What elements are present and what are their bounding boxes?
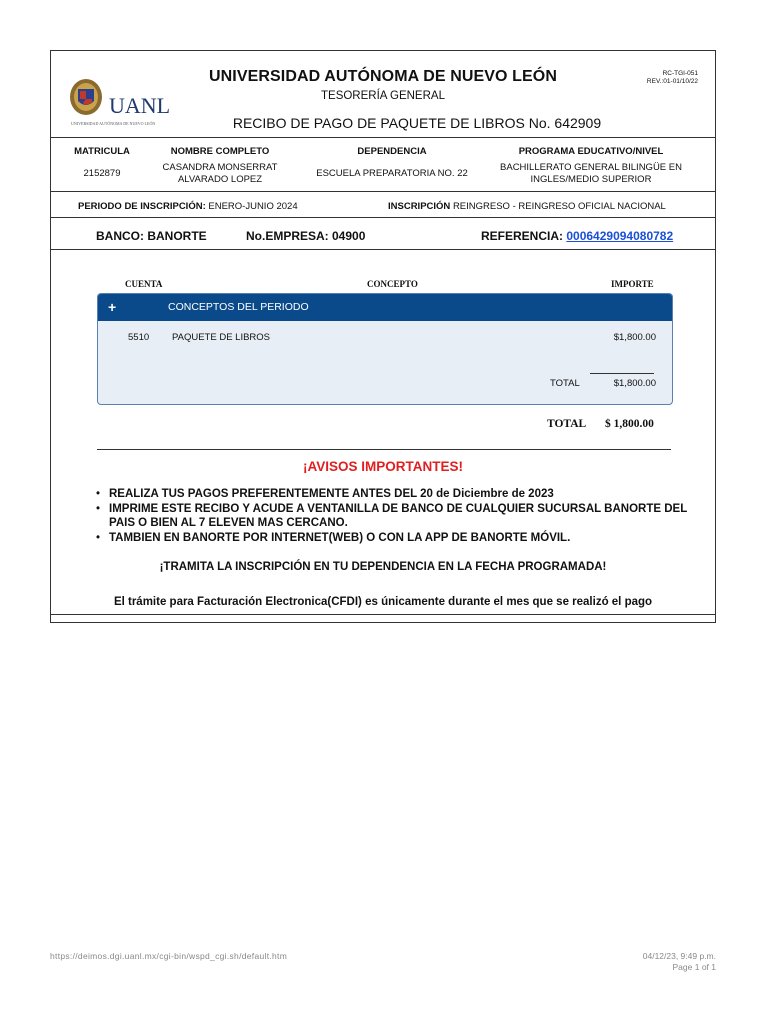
- col-importe: IMPORTE: [611, 279, 654, 289]
- footer-datetime: 04/12/23, 9:49 p.m.: [642, 951, 716, 961]
- subtotal-rule: [590, 373, 654, 374]
- tramita-callout: ¡TRAMITA LA INSCRIPCIÓN EN TU DEPENDENCIA EN LA FECHA PROGRAMADA!: [159, 561, 607, 573]
- section-label: CONCEPTOS DEL PERIODO: [168, 301, 309, 313]
- student-info: [51, 137, 715, 192]
- row-cuenta: 5510: [128, 332, 150, 343]
- matricula-value: 2152879: [83, 168, 121, 179]
- row-concepto: PAQUETE DE LIBROS: [172, 332, 271, 343]
- avisos-title: ¡AVISOS IMPORTANTES!: [302, 459, 463, 474]
- dependencia-value: ESCUELA PREPARATORIA NO. 22: [316, 168, 468, 179]
- receipt-header: [51, 51, 715, 138]
- subtotal-label: TOTAL: [550, 378, 580, 389]
- programa-label: PROGRAMA EDUCATIVO/NIVEL: [518, 146, 664, 157]
- reference: REFERENCIA: 0006429094080782: [481, 229, 674, 243]
- nombre-label: NOMBRE COMPLETO: [170, 146, 270, 157]
- aviso-item: • TAMBIEN EN BANORTE POR INTERNET(WEB) O CON LA APP DE BANORTE MÓVIL.: [93, 531, 693, 546]
- footer-meta: [643, 951, 716, 973]
- concepts-section-header[interactable]: [98, 294, 672, 321]
- periodo-info: PERIODO DE INSCRIPCIÓN: ENERO-JUNIO 2024: [78, 201, 298, 212]
- footer-url: https://deimos.dgi.uanl.mx/cgi-bin/wspd_cgi.sh/default.htm: [50, 951, 288, 961]
- university-name: UNIVERSIDAD AUTÓNOMA DE NUEVO LEÓN: [208, 68, 557, 85]
- cfdi-note: El trámite para Facturación Electronica(CFDI) es únicamente durante el mes que se realizó el pago: [113, 596, 653, 608]
- matricula-label: MATRICULA: [74, 146, 130, 157]
- revision-code: REV.:01-01/10/22: [646, 78, 698, 85]
- payment-receipt: [50, 50, 716, 623]
- empresa-number: No.EMPRESA: 04900: [246, 229, 366, 243]
- concepts-panel: [97, 293, 673, 405]
- footer-page: Page 1 of 1: [672, 962, 716, 972]
- col-cuenta: CUENTA: [125, 279, 163, 289]
- periodo-row: [51, 191, 715, 218]
- col-concepto: CONCEPTO: [367, 279, 418, 289]
- svg-text:UNIVERSIDAD AUTÓNOMA DE NUEVO: UNIVERSIDAD AUTÓNOMA DE NUEVO LEÓN: [71, 121, 156, 126]
- grand-total-value: $ 1,800.00: [605, 418, 654, 430]
- divider: [97, 449, 671, 450]
- subtotal-value: $1,800.00: [613, 378, 656, 389]
- form-code: RC-TGI-051: [662, 70, 698, 77]
- bottom-rule: [51, 614, 715, 615]
- receipt-title: RECIBO DE PAGO DE PAQUETE DE LIBROS No. 642909: [232, 115, 602, 131]
- programa-value: BACHILLERATO GENERAL BILINGÜE EN INGLES/MEDIO SUPERIOR: [500, 162, 682, 185]
- bank-name: BANCO: BANORTE: [96, 229, 207, 243]
- bank-row: [51, 217, 715, 250]
- nombre-value: CASANDRA MONSERRAT ALVARADO LOPEZ: [162, 162, 278, 185]
- row-importe: $1,800.00: [613, 332, 656, 343]
- avisos-list: [93, 487, 693, 545]
- logo-wordmark: UANL: [109, 93, 171, 118]
- aviso-item: • REALIZA TUS PAGOS PREFERENTEMENTE ANTES DEL 20 de Diciembre de 2023: [93, 487, 693, 502]
- department-name: TESORERÍA GENERAL: [321, 90, 445, 102]
- aviso-item: • IMPRIME ESTE RECIBO Y ACUDE A VENTANILLA DE BANCO DE CUALQUIER SUCURSAL BANORTE DEL PAIS O BIEN AL 7 ELEVEN MAS CERCANO.: [93, 502, 693, 531]
- grand-total-label: TOTAL: [547, 418, 587, 430]
- dependencia-label: DEPENDENCIA: [357, 146, 427, 157]
- expand-plus-icon[interactable]: +: [108, 299, 117, 315]
- form-revision: [647, 70, 698, 86]
- inscripcion-info: INSCRIPCIÓN REINGRESO - REINGRESO OFICIAL NACIONAL: [388, 201, 666, 212]
- reference-link[interactable]: 0006429094080782: [566, 229, 674, 243]
